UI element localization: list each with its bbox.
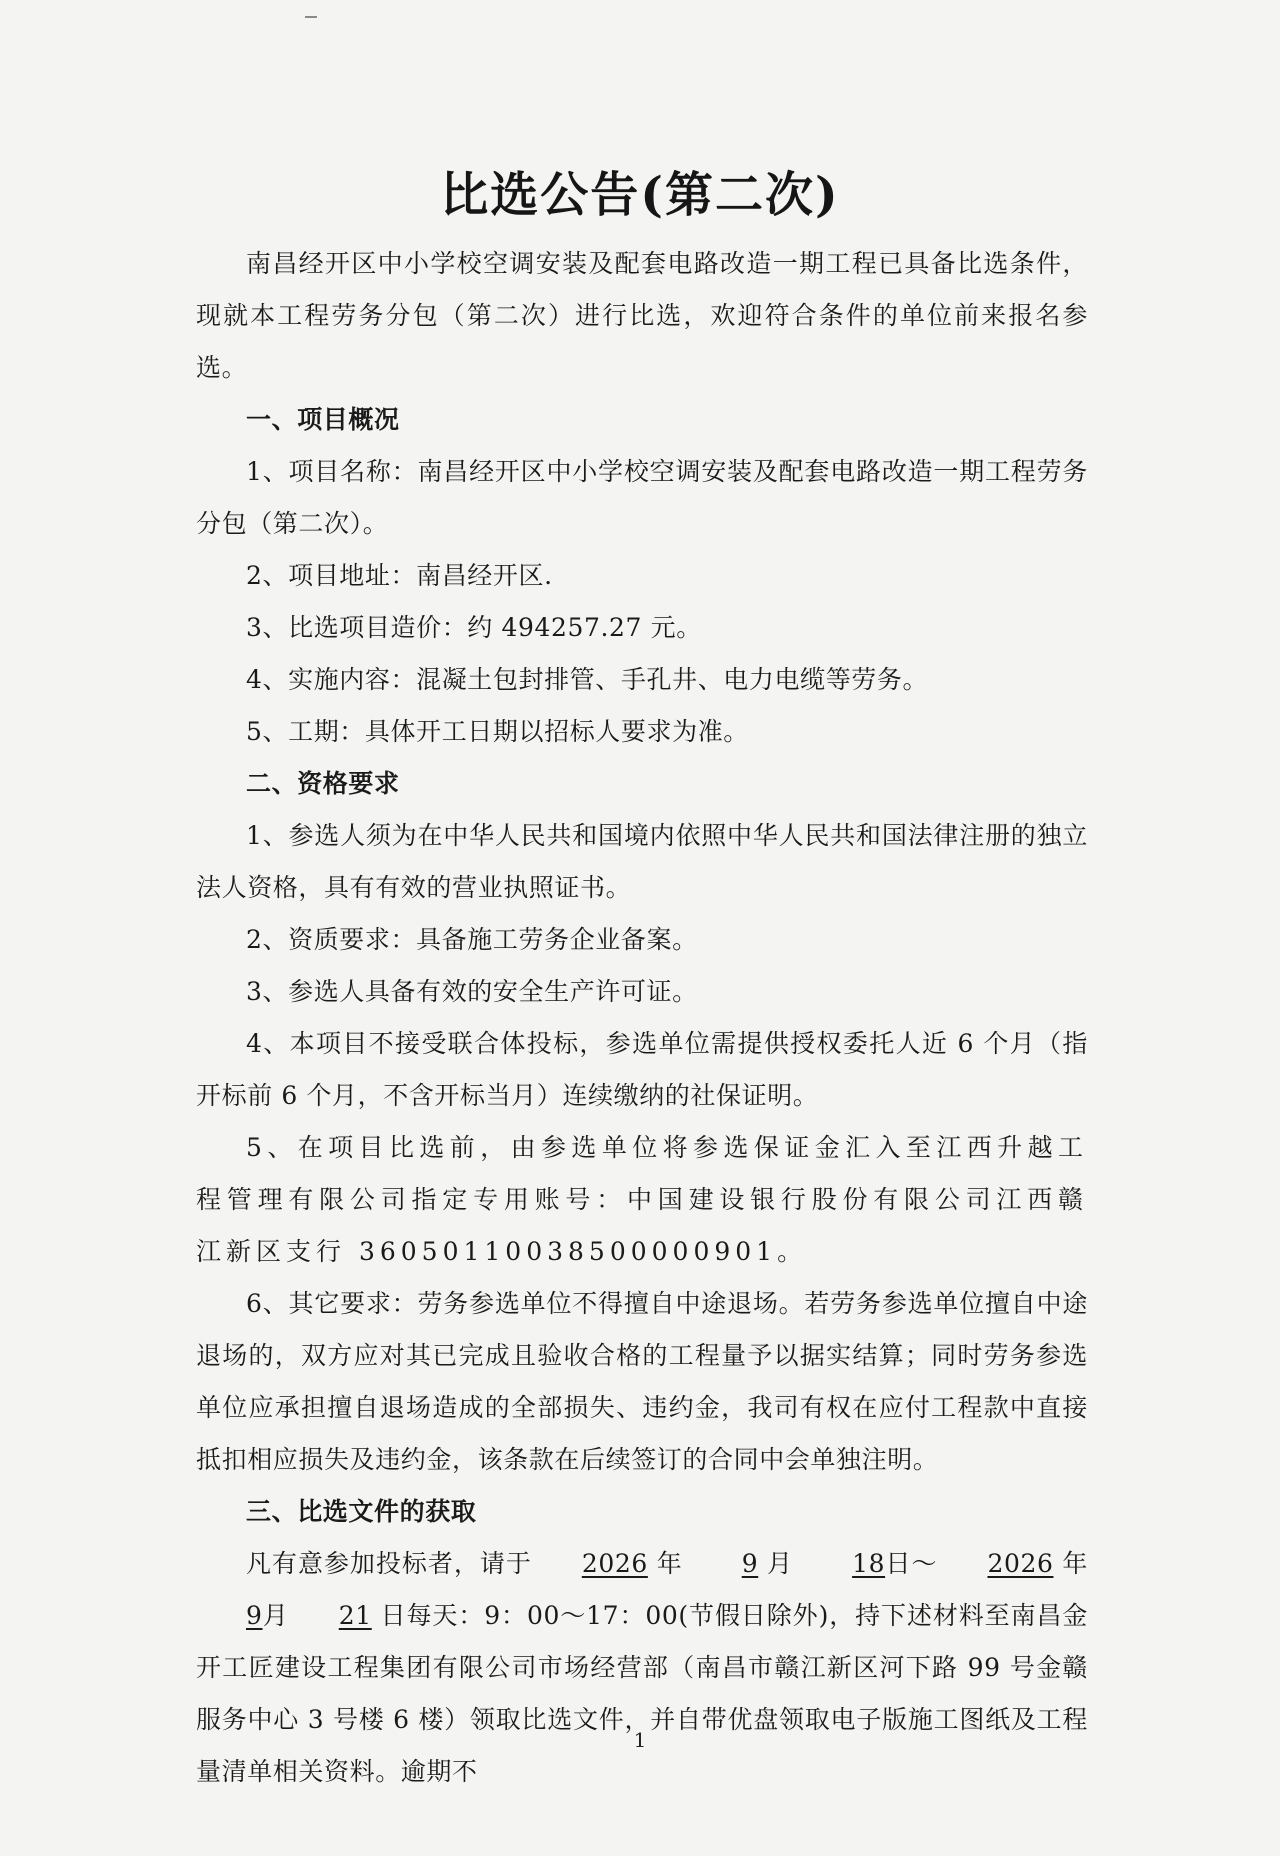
documents-text-prefix: 凡有意参加投标者，请于: [246, 1549, 532, 1578]
date-range-separator: 日～: [885, 1549, 938, 1578]
page-number: 1: [633, 1728, 647, 1752]
end-year-label: 年: [1062, 1549, 1089, 1578]
end-day-label: 日: [380, 1601, 407, 1630]
qualification-item-legal: 1、参选人须为在中华人民共和国境内依照中华人民共和国法律注册的独立法人资格，具有有效的营业执照证书。: [196, 821, 1088, 902]
qualification-item-other: 6、其它要求：劳务参选单位不得擅自中途退场。若劳务参选单位擅自中途退场的，双方应对其已完成且验收合格的工程量予以据实结算；同时劳务参选单位应承担擅自退场造成的全部损失、违约金，我司有权在应付工程款中直接抵扣相应损失及违约金，该条款在后续签订的合同中会单独注明。: [196, 1289, 1088, 1474]
end-month: 9: [246, 1601, 263, 1630]
document-body: [196, 238, 1088, 1798]
document-title: 比选公告(第二次): [440, 167, 840, 223]
overview-item-name: 1、项目名称：南昌经开区中小学校空调安装及配套电路改造一期工程劳务分包（第二次）。: [196, 457, 1088, 538]
qualification-item-social-security: 4、本项目不接受联合体投标，参选单位需提供授权委托人近 6 个月（指开标前 6 个月，不含开标当月）连续缴纳的社保证明。: [196, 1029, 1088, 1110]
start-month: 9: [741, 1549, 759, 1578]
end-month-label: 月: [262, 1601, 289, 1630]
documents-text-suffix: 每天：9：00～17：00(节假日除外)，持下述材料至南昌金开工匠建设工程集团有限公司市场经营部（南昌市赣江新区河下路 99 号金赣服务中心 3 号楼 6 楼）领取比选文件，并自带优盘领取电子版施工图纸及工程量清单相关资料。逾期不: [196, 1601, 1088, 1786]
start-year: 2026: [581, 1549, 648, 1578]
overview-item-content: 4、实施内容：混凝土包封排管、手孔井、电力电缆等劳务。: [246, 665, 929, 694]
end-day: 21: [338, 1601, 372, 1630]
qualification-item-certification: 2、资质要求：具备施工劳务企业备案。: [246, 925, 698, 954]
start-day: 18: [852, 1549, 886, 1578]
intro-paragraph: 南昌经开区中小学校空调安装及配套电路改造一期工程已具备比选条件，现就本工程劳务分包（第二次）进行比选，欢迎符合条件的单位前来报名参选。: [196, 249, 1088, 382]
overview-item-cost: 3、比选项目造价：约 494257.27 元。: [246, 613, 702, 642]
scan-mark: [305, 16, 317, 18]
section-heading-qualification: 二、资格要求: [246, 769, 400, 798]
end-year: 2026: [987, 1549, 1054, 1578]
overview-item-address: 2、项目地址：南昌经开区.: [246, 561, 553, 590]
overview-item-period: 5、工期：具体开工日期以招标人要求为准。: [246, 717, 749, 746]
qualification-item-deposit: 5、在项目比选前，由参选单位将参选保证金汇入至江西升越工程管理有限公司指定专用账号：中国建设银行股份有限公司江西赣江新区支行 36050110038500000901。: [196, 1133, 1088, 1266]
start-month-label: 月: [767, 1549, 794, 1578]
qualification-item-safety-license: 3、参选人具备有效的安全生产许可证。: [246, 977, 698, 1006]
section-heading-overview: 一、项目概况: [246, 405, 400, 434]
section-heading-documents: 三、比选文件的获取: [246, 1497, 477, 1526]
documents-paragraph: [196, 1538, 1088, 1798]
start-year-label: 年: [656, 1549, 683, 1578]
